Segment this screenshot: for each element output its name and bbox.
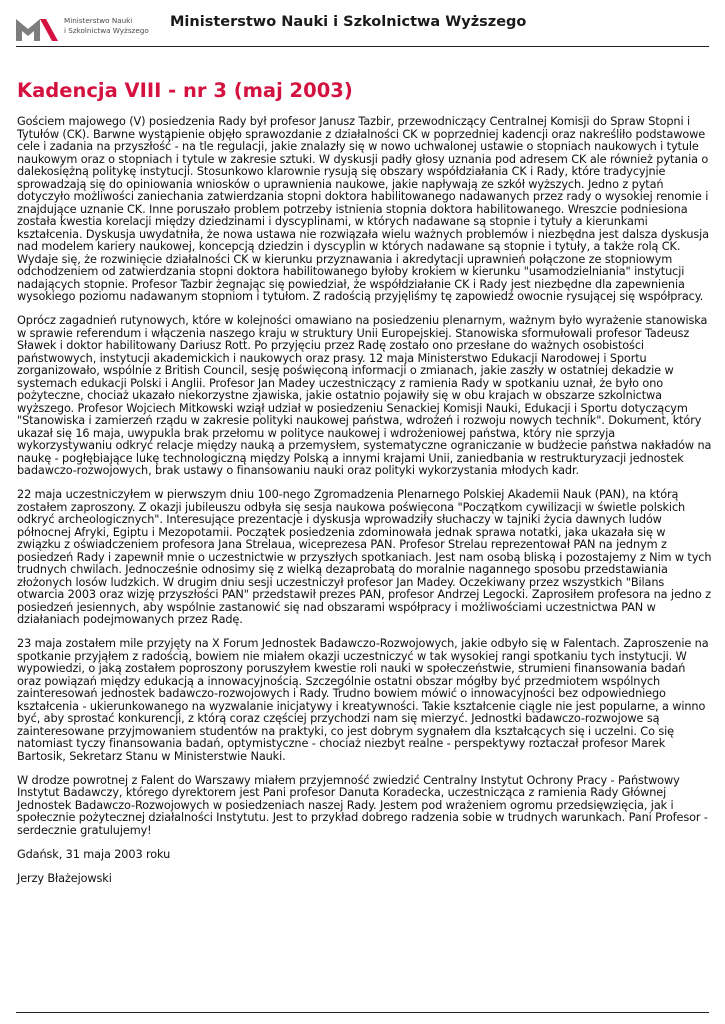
article <box>17 79 712 897</box>
article-dateline: Gdańsk, 31 maja 2003 roku <box>17 847 171 861</box>
header-divider <box>16 46 709 47</box>
site-header <box>0 0 725 50</box>
article-title: Kadencja VIII - nr 3 (maj 2003) <box>17 79 353 102</box>
logo-line-1: Ministerstwo Nauki <box>64 16 133 25</box>
ministry-logo-icon[interactable] <box>16 15 60 41</box>
site-title: Ministerstwo Nauki i Szkolnictwa Wyższego <box>170 14 527 30</box>
article-paragraph: W drodze powrotnej z Falent do Warszawy miałem przyjemność zwiedzić Centralny Instytut Ochrony Pracy - Państwowy Instytut Badawczy, którego dyrektorem jest Pani profesor Danuta Koradecka, uczestnicząca z ramienia Rady Głównej Jednostek Badawczo-Rozwojowych w posiedzeniach naszej Rady. Jestem pod wrażeniem ogromu przedsięwzięcia, jak i społecznie pożytecznej działalności Instytutu. Jest to przykład dobrego radzenia sobie w trudnych warunkach. Pani Profesor - serdecznie gratulujemy! <box>17 773 708 837</box>
article-paragraph: Gościem majowego (V) posiedzenia Rady był profesor Janusz Tazbir, przewodniczący Centralnej Komisji do Spraw Stopni i Tytułów (CK). Barwne wystąpienie objęło sprawozdanie z działalności CK w poprzedniej kadencji oraz nakreśliło podstawowe cele i zadania na przyszłość - na tle regulacji, jakie znalazły się w nowo uchwalonej ustawie o stopniach naukowych i tytule naukowym oraz o stopniach i tytule w zakresie sztuki. W dyskusji padły głosy uznania pod adresem CK ale również pytania o dalekosiężną politykę instytucji. Stosunkowo klarownie rysują się obszary współdziałania CK i Rady, które tradycyjnie sprowadzają się do opiniowania wniosków o uprawnienia naukowe, jakie napływają ze szkół wyższych. Jedno z pytań dotyczyło możliwości zaniechania zatwierdzania stopni doktora habilitowanego nadawanych przez rady o wysokiej renomie i znajdujące uznanie CK. Inne poruszało problem potrzeby istnienia stopnia doktora habilitowanego. Wreszcie podniesiona została kwestia korelacji między dziedzinami i dyscyplinami, w których nadawane są stopnie i tytuły a kierunkami kształcenia. Dyskusja uwydatniła, że nowa ustawa nie rozwiązała wielu ważnych problemów i niezbędna jest dalsza dyskusja nad modelem kariery naukowej, koncepcją dziedzin i dyscyplin w których nadawane są stopnie i tytuły, a także rolą CK. Wydaje się, że rozwinięcie działalności CK w kierunku przyznawania i akredytacji uprawnień połączone ze stopniowym odchodzeniem od zatwierdzania stopni doktora habilitowanego byłoby krokiem w kierunku "usamodzielniania" instytucji nadających stopnie. Profesor Tazbir żegnając się powiedział, że współdziałanie CK i Rady jest niezbędne dla zapewnienia wysokiego poziomu nadawanym stopniom i tytułom. Z radością przyjęliśmy tę zapowiedź owocnie rysującej się współpracy. <box>17 115 709 303</box>
article-paragraph: 22 maja uczestniczyłem w pierwszym dniu 100-nego Zgromadzenia Plenarnego Polskiej Akademii Nauk (PAN), na którą zostałem zaproszony. Z okazji jubileuszu odbyła się sesja naukowa poświęcona "Początkom cywilizacji w świetle polskich odkryć archeologicznych". Interesujące prezentacje i dyskusja wprowadziły słuchaczy w tajniki życia dawnych ludów północnej Afryki, Egiptu i Mezopotamii. Początek posiedzenia zdominowała jednak sprawa notatki, jaka ukazała się w związku z oświadczeniem profesora Jana Strelaua, wiceprezesa PAN. Profesor Strelau reprezentował PAN na jednym z posiedzeń Rady i zapewnił mnie o uczestnictwie w przyszłych spotkaniach. Jest nam osobą bliską i pozostajemy z Nim w tych trudnych chwilach. Jednocześnie odnosimy się z wielką dezaprobatą do moralnie nagannego sposobu przedstawiania złożonych losów ludzkich. W drugim dniu sesji uczestniczył profesor Jan Madey. Oczekiwany przez wszystkich "Bilans otwarcia 2003 oraz wizję przyszłości PAN" przedstawił prezes PAN, profesor Andrzej Legocki. Zaprosiłem profesora na jedno z posiedzeń jesiennych, aby wspólnie zastanowić się nad obszarami współpracy i możliwościami uczestnictwa PAN w działaniach podejmowanych przez Radę. <box>17 488 712 626</box>
logo-line-2: i Szkolnictwa Wyższego <box>64 26 149 35</box>
article-paragraph: Oprócz zagadnień rutynowych, które w kolejności omawiano na posiedzeniu plenarnym, ważnym było wyrażenie stanowiska w sprawie referendum i włączenia naszego kraju w struktury Unii Europejskiej. Stanowiska sformułowali profesor Tadeusz Sławek i doktor habilitowany Dariusz Rott. Po przyjęciu przez Radę zostało ono przesłane do ważnych osobistości państwowych, instytucji akademickich i naukowych oraz prasy. 12 maja Ministerstwo Edukacji Narodowej i Sportu zorganizowało, wspólnie z British Council, sesję poświęconą informacji o zmianach, jakie zaszły w ostatniej dekadzie w systemach edukacji Polski i Anglii. Profesor Jan Madey uczestniczący z ramienia Rady w spotkaniu uznał, że było ono pożyteczne, chociaż ukazało niekorzystne zjawiska, jakie ostatnio pojawiły się w obu krajach w obszarze szkolnictwa wyższego. Profesor Wojciech Mitkowski wziął udział w posiedzeniu Senackiej Komisji Nauki, Edukacji i Sportu dotyczącym "Stanowiska i zamierzeń rządu w zakresie polityki naukowej państwa, wdrożeń i rozwoju nowych technik". Dokument, który ukazał się 16 maja, uwypukla brak przełomu w polityce naukowej i wdrożeniowej państwa, który nie sprzyja wykorzystywaniu odkryć relacje między nauką a przemysłem, systematyczne ograniczanie w budżecie państwa nakładów na naukę - pogłębiające lukę technologiczną między Polską a innymi krajami Unii, zaniedbania w restrukturyzacji jednostek badawczo-rozwojowych, brak ustawy o finansowaniu nauki oraz polityki wykorzystania młodych kadr. <box>17 314 712 477</box>
logo-text <box>64 16 149 36</box>
footer-divider <box>16 1012 709 1013</box>
article-signature: Jerzy Błażejowski <box>17 871 112 885</box>
article-paragraph: 23 maja zostałem mile przyjęty na X Forum Jednostek Badawczo-Rozwojowych, jakie odbyło się w Falentach. Zaproszenie na spotkanie przyjąłem z radością, bowiem nie miałem okazji uczestniczyć w tak wysokiej rangi spotkaniu tych instytucji. W wypowiedzi, o jaką zostałem poproszony poruszyłem kwestie roli nauki w społeczeństwie, strumieni finansowania badań oraz powiązań między edukacją a innowacyjnością. Szczególnie ostatni obszar mógłby być przedmiotem wspólnych zainteresowań jednostek badawczo-rozwojowych i Rady. Trudno bowiem mówić o innowacyjności bez odpowiedniego kształcenia - ukierunkowanego na wyzwalanie inicjatywy i kreatywności. Takie kształcenie ciągle nie jest popularne, a winno być, aby sprostać konkurencji, z którą coraz częściej przychodzi nam się mierzyć. Jednostki badawczo-rozwojowe są zainteresowane przyjmowaniem studentów na praktyki, co jest dobrym sygnałem dla kształcących się i uczelni. Co się natomiast tyczy finansowania badań, optymistyczne - chociaż niezbyt realne - perspektywy roztaczał profesor Marek Bartosik, Sekretarz Stanu w Ministerstwie Nauki. <box>17 637 709 763</box>
